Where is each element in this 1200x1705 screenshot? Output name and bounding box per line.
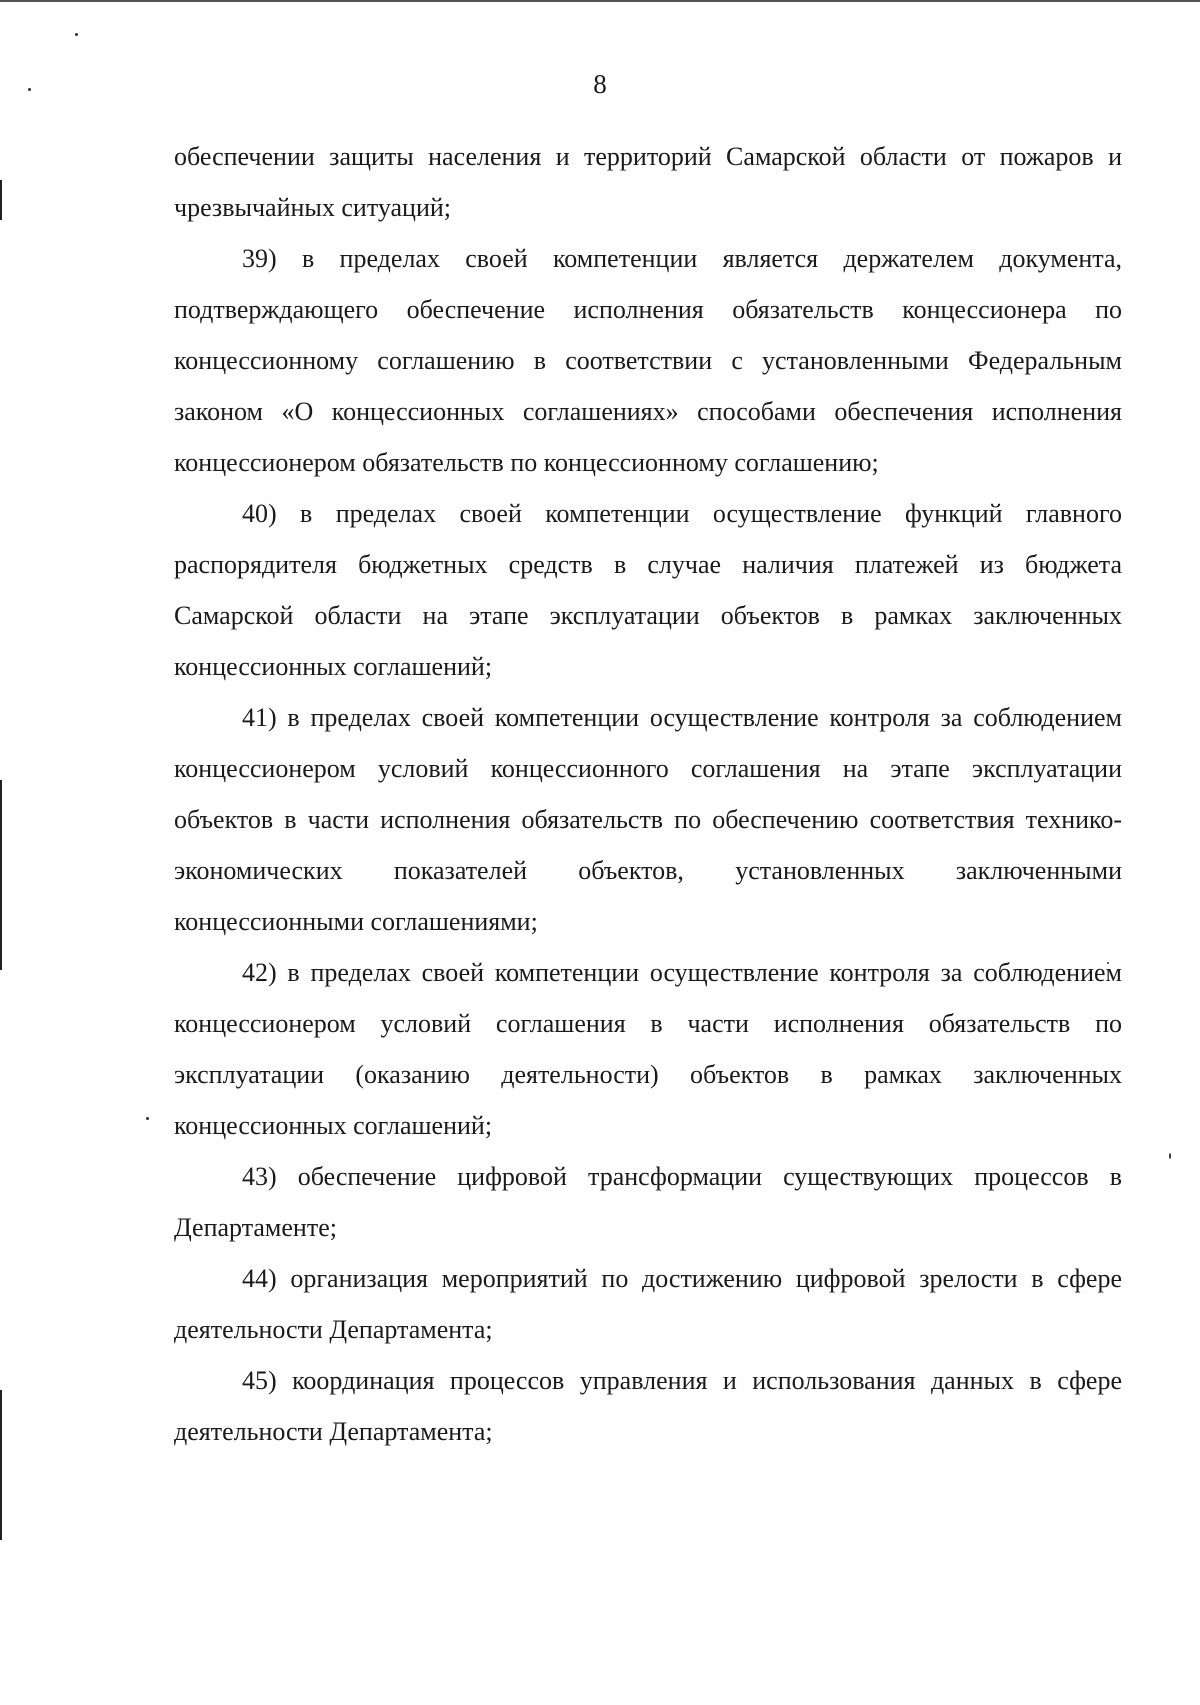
scan-left-edge-mark: [0, 780, 2, 970]
document-body: [174, 131, 1122, 1457]
list-item: 39) в пределах своей компетенции является держателем документа, подтверждающего обеспечение исполнения обязательств концессионера по концессионному соглашению в соответствии с установленными Федеральным законом «О концессионных соглашениях» способами обеспечения исполнения концессионером обязательств по концессионному соглашению;: [174, 244, 1122, 477]
page-number: 8: [593, 69, 607, 99]
continuation-paragraph: обеспечении защиты населения и территорий Самарской области от пожаров и чрезвычайных ситуаций;: [174, 142, 1122, 222]
scan-left-edge-mark: [0, 1390, 2, 1540]
list-item: 45) координация процессов управления и использования данных в сфере деятельности Департамента;: [174, 1366, 1122, 1446]
list-item: 42) в пределах своей компетенции осуществление контроля за соблюдением концессионером условий соглашения в части исполнения обязательств по эксплуатации (оказанию деятельности) объектов в рамках заключенных концессионных соглашений;: [174, 958, 1122, 1140]
scan-speck: [1169, 1153, 1171, 1159]
scan-left-edge-mark: [0, 180, 2, 220]
scan-speck: [146, 1117, 149, 1120]
list-item: 41) в пределах своей компетенции осуществление контроля за соблюдением концессионером условий концессионного соглашения на этапе эксплуатации объектов в части исполнения обязательств по обеспечению соответствия технико-экономических показателей объектов, установленных заключенными концессионными соглашениями;: [174, 703, 1122, 936]
list-item: 44) организация мероприятий по достижению цифровой зрелости в сфере деятельности Департамента;: [174, 1264, 1122, 1344]
scan-speck: [75, 33, 78, 36]
scan-top-edge: [0, 0, 1200, 2]
list-item: 43) обеспечение цифровой трансформации существующих процессов в Департаменте;: [174, 1162, 1122, 1242]
list-item: 40) в пределах своей компетенции осуществление функций главного распорядителя бюджетных средств в случае наличия платежей из бюджета Самарской области на этапе эксплуатации объектов в рамках заключенных концессионных соглашений;: [174, 499, 1122, 681]
